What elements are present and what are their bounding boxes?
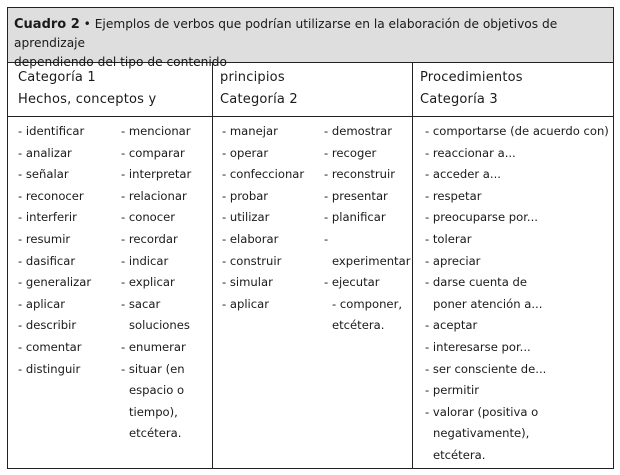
column-header-1 — [18, 67, 156, 110]
verb-item: - reaccionar a... — [425, 145, 516, 160]
verb-item: - componer, — [332, 296, 403, 311]
caption-text: Ejemplos de verbos que podrían utilizarse en la elaboración de objetivos de aprendizaje — [14, 17, 558, 50]
verb-item: - mencionar — [121, 124, 191, 138]
verb-item: - interesarse por... — [425, 339, 531, 354]
category-2-verb-list-b — [324, 121, 410, 337]
verb-item: experimentar — [332, 253, 411, 268]
verb-item: - probar — [222, 188, 269, 203]
verb-item: - enumerar — [121, 339, 186, 354]
verb-item: - — [324, 231, 329, 246]
verb-item: - ejecutar — [324, 275, 380, 290]
verb-item: - reconstruir — [324, 167, 396, 182]
verb-item: - dasificar — [18, 253, 76, 268]
verb-item: - comportarse (de acuerdo con) — [425, 124, 609, 138]
verb-item: - identificar — [18, 124, 85, 138]
verb-item: poner atención a... — [433, 296, 543, 311]
verb-item: - sacar — [121, 296, 161, 311]
caption-bullet: • — [79, 17, 95, 31]
column-header-3-line-1: Procedimientos — [420, 70, 523, 85]
category-1-verb-list-b — [121, 121, 191, 445]
verb-item: - describir — [18, 318, 77, 333]
verb-item: - presentar — [324, 188, 388, 203]
category-1-verb-list-a — [18, 121, 91, 380]
verb-item: - resumir — [18, 231, 71, 246]
verb-item: - conocer — [121, 210, 176, 225]
verb-item: - recoger — [324, 145, 377, 160]
verb-item: - analizar — [18, 145, 72, 160]
verb-item: - acceder a... — [425, 167, 501, 182]
verb-item: - situar (en — [121, 361, 185, 376]
verb-item: - aplicar — [222, 296, 270, 311]
verb-item: negativamente), — [433, 426, 530, 441]
verb-item: - comparar — [121, 145, 185, 160]
verbs-table — [7, 7, 614, 469]
column-header-3-line-2: Categoría 3 — [420, 91, 498, 107]
verb-item: etcétera. — [433, 447, 486, 462]
column-header-2-line-2: Categoría 2 — [220, 91, 298, 107]
verb-item: - apreciar — [425, 253, 481, 268]
caption-line-1 — [14, 15, 607, 53]
caption-number: Cuadro 2 — [14, 17, 80, 32]
category-2-verb-list-a — [222, 121, 304, 315]
verb-item: - simular — [222, 275, 273, 290]
verb-item: - explicar — [121, 275, 175, 290]
verb-item: - interpretar — [121, 167, 192, 182]
verb-item: - comentar — [18, 339, 82, 354]
verb-item: - elaborar — [222, 231, 279, 246]
verb-item: - preocuparse por... — [425, 210, 538, 225]
verb-item: - demostrar — [324, 124, 392, 138]
verb-item: - permitir — [425, 383, 479, 398]
verb-item: - recordar — [121, 231, 178, 246]
caption-line-2: dependiendo del tipo de contenido — [14, 55, 227, 69]
column-divider — [212, 63, 213, 468]
verb-item: - aplicar — [18, 296, 66, 311]
verb-item: - operar — [222, 145, 269, 160]
verb-item: - confeccionar — [222, 167, 305, 182]
category-3-verb-list — [425, 121, 609, 467]
header-divider — [8, 116, 613, 117]
verb-item: - respetar — [425, 188, 482, 203]
verb-item: espacio o — [129, 383, 185, 398]
verb-item: - darse cuenta de — [425, 275, 527, 290]
verb-item: - generalizar — [18, 275, 92, 290]
verb-item: - señalar — [18, 167, 69, 182]
verb-item: etcétera. — [332, 318, 385, 333]
verb-item: - ser consciente de... — [425, 361, 547, 376]
verb-item: - relacionar — [121, 188, 187, 203]
table-caption — [8, 8, 613, 69]
verb-item: - aceptar — [425, 318, 478, 333]
column-header-3 — [420, 67, 523, 110]
verb-item: soluciones — [129, 318, 190, 333]
verb-item: - tolerar — [425, 231, 472, 246]
verb-item: - manejar — [222, 124, 278, 138]
verb-item: - interferir — [18, 210, 77, 225]
verb-item: - valorar (positiva o — [425, 404, 539, 419]
verb-item: tiempo), — [129, 404, 178, 419]
column-header-2-line-1: principios — [220, 70, 285, 85]
verb-item: - construir — [222, 253, 282, 268]
verb-item: - utilizar — [222, 210, 270, 225]
verb-item: - planificar — [324, 210, 386, 225]
verb-item: - indicar — [121, 253, 169, 268]
verb-item: - distinguir — [18, 361, 81, 376]
column-header-2 — [220, 67, 298, 110]
verb-item: - reconocer — [18, 188, 84, 203]
column-header-1-line-2: Hechos, conceptos y — [18, 91, 157, 107]
verb-item: etcétera. — [129, 426, 182, 441]
column-header-1-line-1: Categoría 1 — [18, 70, 96, 85]
column-divider — [412, 63, 413, 468]
